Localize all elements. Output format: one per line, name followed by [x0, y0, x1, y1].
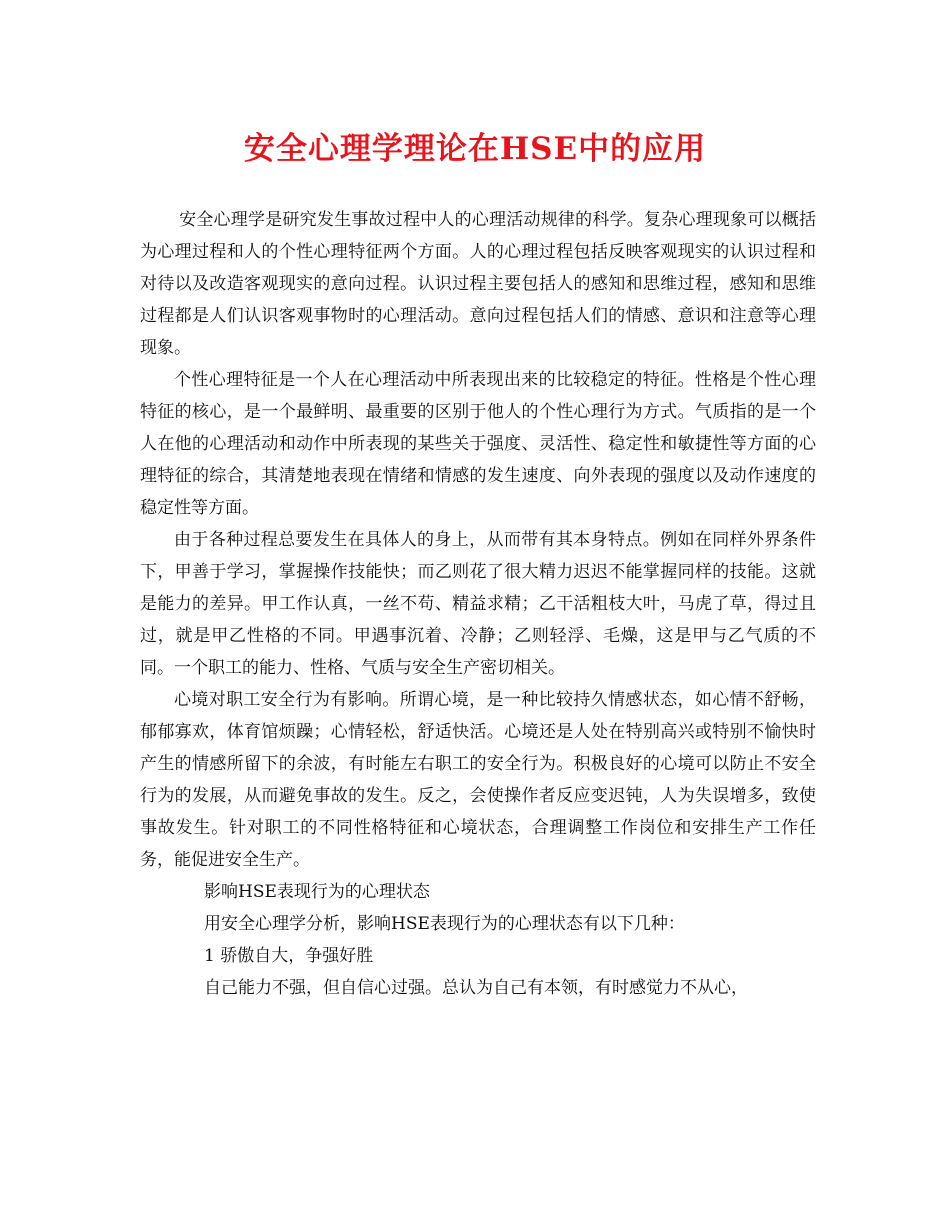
- item-text: 自己能力不强，但自信心过强。总认为自己有本领，有时感觉力不从心，: [204, 978, 748, 998]
- item-heading: 1 骄傲自大，争强好胜: [204, 946, 374, 966]
- section-intro: 用安全心理学分析，影响HSE表现行为的心理状态有以下几种：: [204, 914, 685, 934]
- paragraph-3: 由于各种过程总要发生在具体人的身上，从而带有其本身特点。例如在同样外界条件下，甲善于学习，掌握操作技能快；而乙则花了很大精力迟迟不能掌握同样的技能。这就是能力的差异。甲工作认真，一丝不苟、精益求精；乙干活粗枝大叶，马虎了草，得过且过，就是甲乙性格的不同。甲遇事沉着、冷静；乙则轻浮、毛燥，这是甲与乙气质的不同。一个职工的能力、性格、气质与安全生产密切相关。: [140, 530, 816, 678]
- paragraph-2: 个性心理特征是一个人在心理活动中所表现出来的比较稳定的特征。性格是个性心理特征的核心，是一个最鲜明、最重要的区别于他人的个性心理行为方式。气质指的是一个人在他的心理活动和动作中所表现的某些关于强度、灵活性、稳定性和敏捷性等方面的心理特征的综合，其清楚地表现在情绪和情感的发生速度、向外表现的强度以及动作速度的稳定性等方面。: [140, 370, 816, 518]
- paragraph-4: 心境对职工安全行为有影响。所谓心境，是一种比较持久情感状态，如心情不舒畅，郁郁寡欢，体育馆烦躁；心情轻松，舒适快活。心境还是人处在特别高兴或特别不愉快时产生的情感所留下的余波，有时能左右职工的安全行为。积极良好的心境可以防止不安全行为的发展，从而避免事故的发生。反之，会使操作者反应变迟钝，人为失误增多，致使事故发生。针对职工的不同性格特征和心境状态，合理调整工作岗位和安排生产工作任务，能促进安全生产。: [140, 690, 816, 870]
- document-body: [140, 204, 816, 1004]
- section-heading: 影响HSE表现行为的心理状态: [204, 882, 430, 902]
- paragraph-1: 安全心理学是研究发生事故过程中人的心理活动规律的科学。复杂心理现象可以概括为心理过程和人的个性心理特征两个方面。人的心理过程包括反映客观现实的认识过程和对待以及改造客观现实的意向过程。认识过程主要包括人的感知和思维过程，感知和思维过程都是人们认识客观事物时的心理活动。意向过程包括人们的情感、意识和注意等心理现象。: [140, 210, 816, 358]
- document-title: 安全心理学理论在HSE中的应用: [243, 131, 707, 167]
